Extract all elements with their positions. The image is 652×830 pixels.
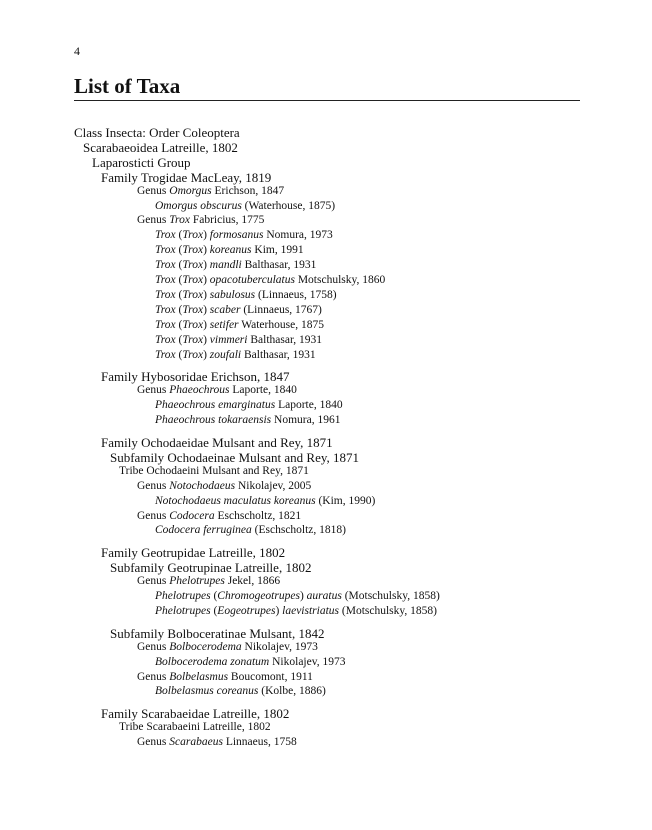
taxon-species-entry — [155, 245, 304, 257]
taxon-name-italic: Phelotrupes — [155, 604, 211, 617]
taxon-species-entry — [155, 305, 322, 317]
taxon-text: Nomura, 1961 — [271, 414, 341, 427]
taxon-name-italic: Trox — [182, 274, 204, 286]
taxon-group-entry — [92, 156, 191, 169]
taxon-text: Balthasar, 1931 — [247, 333, 323, 346]
taxon-text: ) — [203, 333, 210, 346]
taxon-family-entry — [101, 546, 285, 559]
taxon-name-italic: Bolbocerodema — [169, 640, 242, 653]
taxon-text: Family Geotrupidae Latreille, 1802 — [101, 545, 286, 561]
taxon-name-italic: Trox — [182, 288, 204, 301]
taxon-text: Genus — [137, 509, 170, 522]
taxon-name-italic: Phelotrupes — [169, 575, 225, 588]
taxon-name-italic: vimmeri — [209, 333, 248, 346]
taxon-text: Family Trogidae MacLeay, 1819 — [101, 169, 272, 185]
taxon-name-italic: Trox — [182, 303, 204, 316]
taxon-name-italic: Bolbocerodema zonatum — [155, 655, 270, 668]
taxon-text: Kim, 1991 — [251, 244, 304, 257]
taxon-species-entry — [155, 525, 346, 537]
taxon-text: Laporte, 1840 — [229, 384, 297, 397]
taxon-species-entry — [155, 606, 437, 618]
taxon-text: Family Scarabaeidae Latreille, 1802 — [101, 706, 290, 722]
taxon-text: Linnaeus, 1758 — [222, 736, 297, 749]
taxon-text: ( — [175, 348, 183, 361]
taxon-text: Motschulsky, 1860 — [294, 274, 386, 286]
taxon-text: Genus — [137, 640, 170, 653]
taxon-text: Genus — [137, 670, 170, 683]
taxon-species-entry — [155, 496, 375, 508]
taxon-name-italic: Eogeotrupes — [217, 604, 276, 617]
title-rule — [74, 100, 580, 101]
taxon-name-italic: Trox — [182, 259, 204, 272]
taxon-text: Nikolajev, 2005 — [235, 479, 312, 492]
taxon-text: Genus — [137, 214, 170, 227]
taxon-species-entry — [155, 415, 340, 427]
taxon-text: ( — [175, 229, 183, 242]
taxon-text: (Linnaeus, 1767) — [240, 303, 322, 316]
taxon-text: (Motschulsky, 1858) — [341, 590, 440, 602]
taxon-text: Laparosticti Group — [92, 154, 191, 170]
taxon-species-entry — [155, 400, 343, 412]
taxon-name-italic: Codocera — [169, 509, 215, 522]
taxon-name-italic: Trox — [155, 303, 176, 316]
taxon-text: Genus — [137, 479, 170, 492]
taxon-text: Jekel, 1866 — [224, 575, 281, 588]
taxon-text: Balthasar, 1931 — [241, 348, 316, 361]
taxon-text: Erichson, 1847 — [211, 184, 285, 197]
taxon-name-italic: Trox — [182, 318, 204, 331]
taxon-species-entry — [155, 275, 385, 287]
taxon-species-entry — [155, 686, 326, 698]
taxon-text: Genus — [137, 575, 170, 588]
taxon-species-entry — [155, 335, 322, 347]
taxon-species-entry — [155, 290, 337, 302]
taxon-name-italic: mandli — [209, 259, 242, 272]
taxon-text: Eschscholtz, 1821 — [214, 509, 302, 522]
taxon-superfamily-entry — [83, 141, 238, 154]
taxon-name-italic: Trox — [182, 333, 204, 346]
taxon-text: (Eschscholtz, 1818) — [251, 524, 346, 537]
taxon-text: ( — [175, 288, 183, 301]
taxon-name-italic: Trox — [155, 333, 176, 346]
taxon-genus-entry — [137, 672, 313, 684]
taxon-tribe-entry — [119, 722, 271, 734]
taxon-tribe-entry — [119, 466, 309, 478]
taxon-class-entry — [74, 126, 240, 139]
taxon-text: ) — [203, 259, 210, 272]
taxon-name-italic: Trox — [169, 214, 190, 227]
taxon-text: ) — [203, 348, 210, 361]
taxon-species-entry — [155, 201, 335, 213]
taxon-text: ) — [299, 590, 307, 602]
taxon-name-italic: Trox — [182, 244, 204, 257]
taxon-genus-entry — [137, 481, 311, 493]
taxon-species-entry — [155, 350, 316, 362]
taxon-name-italic: Notochodaeus maculatus koreanus — [155, 494, 316, 507]
taxon-name-italic: Trox — [155, 259, 176, 272]
taxon-text: ) — [203, 303, 210, 316]
taxon-name-italic: setifer — [209, 318, 239, 331]
taxon-name-italic: zoufali — [209, 348, 242, 361]
taxon-name-italic: scaber — [209, 303, 241, 316]
taxon-text: Genus — [137, 184, 170, 197]
taxon-species-entry — [155, 260, 316, 272]
taxon-text: Scarabaeoidea Latreille, 1802 — [83, 139, 238, 155]
taxon-name-italic: Phaeochrous tokaraensis — [155, 414, 272, 427]
taxon-text: Genus — [137, 736, 170, 749]
taxon-text: Nikolajev, 1973 — [269, 655, 346, 668]
taxon-text: (Waterhouse, 1875) — [241, 199, 336, 212]
taxon-subfamily-entry — [110, 561, 311, 574]
taxon-genus-entry — [137, 511, 301, 523]
page-title: List of Taxa — [74, 74, 181, 98]
taxon-name-italic: Phaeochrous emarginatus — [155, 399, 276, 412]
taxon-text: ( — [175, 333, 183, 346]
taxon-subfamily-entry — [110, 451, 359, 464]
taxon-text: Nikolajev, 1973 — [241, 640, 318, 653]
taxon-species-entry — [155, 230, 333, 242]
taxon-text: Genus — [137, 384, 170, 397]
taxon-name-italic: Trox — [155, 288, 176, 301]
taxon-text: Balthasar, 1931 — [241, 259, 317, 272]
taxon-text: ( — [210, 604, 218, 617]
taxon-name-italic: Bolbelasmus — [169, 670, 229, 683]
taxon-name-italic: Phaeochrous — [169, 384, 230, 397]
taxon-family-entry — [101, 707, 289, 720]
taxon-text: ) — [203, 288, 210, 301]
taxon-text: Subfamily Ochodaeinae Mulsant and Rey, 1871 — [110, 449, 359, 465]
taxon-text: ) — [203, 244, 210, 257]
taxon-name-italic: Trox — [182, 229, 204, 242]
taxon-genus-entry — [137, 642, 318, 654]
taxon-text: (Motschulsky, 1858) — [339, 604, 437, 617]
taxon-name-italic: Bolbelasmus coreanus — [155, 685, 259, 698]
taxon-text: ( — [175, 259, 183, 272]
taxon-genus-entry — [137, 385, 297, 397]
taxon-text: Laporte, 1840 — [275, 399, 343, 412]
taxon-text: ) — [275, 604, 283, 617]
taxon-text: Boucomont, 1911 — [228, 670, 313, 683]
taxon-text: ) — [203, 274, 210, 286]
taxon-genus-entry — [137, 737, 297, 749]
taxon-name-italic: Phelotrupes — [155, 590, 211, 602]
taxon-text: Tribe Ochodaeini Mulsant and Rey, 1871 — [119, 464, 309, 477]
taxon-text: ) — [203, 229, 210, 242]
taxon-text: Family Hybosoridae Erichson, 1847 — [101, 369, 290, 385]
taxon-family-entry — [101, 171, 271, 184]
taxon-text: ( — [175, 318, 183, 331]
taxon-name-italic: opacotuberculatus — [209, 274, 295, 286]
taxon-name-italic: auratus — [306, 590, 342, 602]
taxon-name-italic: Omorgus — [169, 184, 212, 197]
taxon-text: Family Ochodaeidae Mulsant and Rey, 1871 — [101, 435, 333, 450]
taxon-text: Waterhouse, 1875 — [238, 318, 324, 331]
taxon-name-italic: Scarabaeus — [169, 736, 223, 749]
taxon-name-italic: Chromogeotrupes — [217, 590, 300, 602]
taxon-name-italic: Trox — [155, 229, 176, 242]
taxon-name-italic: Codocera ferruginea — [155, 524, 252, 537]
taxon-text: ( — [175, 244, 183, 257]
taxon-name-italic: Notochodaeus — [169, 479, 236, 492]
taxon-species-entry — [155, 591, 440, 603]
taxon-family-entry — [101, 370, 289, 383]
taxon-text: Tribe Scarabaeini Latreille, 1802 — [119, 721, 271, 734]
taxon-name-italic: Trox — [155, 274, 176, 286]
taxon-name-italic: Trox — [155, 348, 176, 361]
taxon-text: ( — [175, 274, 183, 286]
taxon-text: (Linnaeus, 1758) — [255, 288, 337, 301]
taxon-name-italic: laevistriatus — [282, 604, 340, 617]
taxon-name-italic: formosanus — [209, 229, 264, 242]
taxon-text: (Kim, 1990) — [315, 494, 376, 507]
taxon-text: Class Insecta: Order Coleoptera — [74, 125, 240, 140]
taxon-text: ) — [203, 318, 210, 331]
taxon-species-entry — [155, 320, 324, 332]
taxon-family-entry — [101, 436, 333, 449]
taxon-name-italic: Trox — [182, 348, 204, 361]
taxon-text: Nomura, 1973 — [263, 229, 333, 242]
page-number: 4 — [74, 44, 80, 58]
taxon-text: (Kolbe, 1886) — [258, 685, 326, 698]
taxon-genus-entry — [137, 186, 284, 198]
taxon-text: ( — [210, 590, 218, 602]
taxon-genus-entry — [137, 576, 280, 588]
taxon-name-italic: Trox — [155, 244, 176, 257]
taxon-text: Fabricius, 1775 — [189, 214, 265, 227]
taxon-text: ( — [175, 303, 183, 316]
taxon-name-italic: koreanus — [209, 244, 252, 257]
taxon-text: Subfamily Geotrupinae Latreille, 1802 — [110, 560, 312, 576]
taxon-text: Subfamily Bolboceratinae Mulsant, 1842 — [110, 625, 325, 641]
taxon-subfamily-entry — [110, 627, 324, 640]
taxon-name-italic: sabulosus — [209, 288, 256, 301]
taxon-name-italic: Trox — [155, 318, 176, 331]
taxon-name-italic: Omorgus obscurus — [155, 199, 242, 212]
taxon-genus-entry — [137, 215, 264, 227]
taxon-species-entry — [155, 657, 345, 669]
